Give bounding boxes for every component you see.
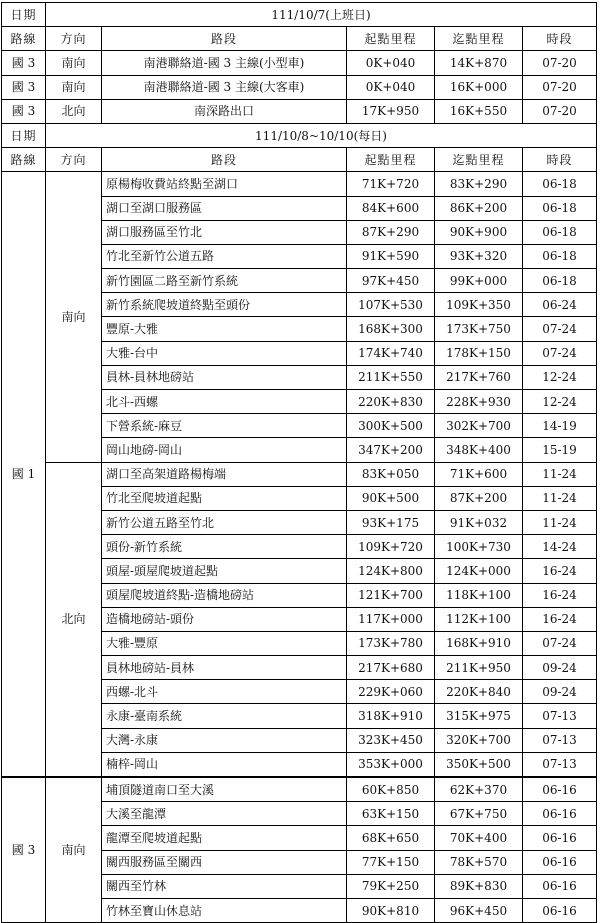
end-km-cell: 178K+150 [435,341,523,365]
end-km-cell: 71K+600 [435,462,523,486]
section-cell: 關西至竹林 [102,874,347,898]
end-km-cell: 350K+500 [435,752,523,777]
section-cell: 湖口服務區至竹北 [102,220,347,244]
end-km-cell: 320K+700 [435,728,523,752]
table-row [2,51,597,75]
time-cell: 07-13 [523,752,597,777]
start-km-cell: 318K+910 [347,704,435,728]
direction-cell: 北向 [46,99,102,123]
section-cell: 造橋地磅站-頭份 [102,607,347,631]
end-km-cell: 124K+000 [435,559,523,583]
route-cell: 國 3 [2,777,46,923]
start-km-cell: 68K+650 [347,826,435,850]
end-km-cell: 70K+400 [435,826,523,850]
section-cell: 南港聯絡道-國 3 主線(小型車) [102,51,347,75]
traffic-control-table [1,2,597,923]
section-cell: 永康-臺南系統 [102,704,347,728]
start-km-cell: 90K+500 [347,486,435,510]
time-cell: 15-19 [523,438,597,462]
time-cell: 07-24 [523,341,597,365]
end-km-cell: 168K+910 [435,631,523,655]
start-km-cell: 124K+800 [347,559,435,583]
time-cell: 06-16 [523,874,597,898]
header-section: 路段 [102,27,347,51]
start-km-cell: 84K+600 [347,196,435,220]
time-cell: 06-18 [523,172,597,196]
start-km-cell: 121K+700 [347,583,435,607]
start-km-cell: 300K+500 [347,414,435,438]
start-km-cell: 109K+720 [347,535,435,559]
date-label: 日期 [2,3,46,27]
table-row [2,99,597,123]
time-cell: 06-16 [523,826,597,850]
section-cell: 頭屋-頭屋爬坡道起點 [102,559,347,583]
date-value: 111/10/7(上班日) [46,3,597,27]
time-cell: 11-24 [523,462,597,486]
end-km-cell: 96K+450 [435,898,523,922]
section-cell: 岡山地磅-岡山 [102,438,347,462]
start-km-cell: 174K+740 [347,341,435,365]
section-cell: 湖口至高架道路楊梅端 [102,462,347,486]
time-cell: 07-20 [523,51,597,75]
start-km-cell: 97K+450 [347,269,435,293]
start-km-cell: 87K+290 [347,220,435,244]
section-cell: 西螺-北斗 [102,680,347,704]
column-header-row [2,148,597,172]
time-cell: 16-24 [523,559,597,583]
start-km-cell: 0K+040 [347,51,435,75]
end-km-cell: 118K+100 [435,583,523,607]
start-km-cell: 117K+000 [347,607,435,631]
time-cell: 07-24 [523,317,597,341]
time-cell: 06-16 [523,802,597,826]
end-km-cell: 99K+000 [435,269,523,293]
end-km-cell: 93K+320 [435,244,523,268]
end-km-cell: 87K+200 [435,486,523,510]
section-cell: 員林-員林地磅站 [102,365,347,389]
section-cell: 龍潭至爬坡道起點 [102,826,347,850]
start-km-cell: 217K+680 [347,656,435,680]
section-cell: 大灣-永康 [102,728,347,752]
end-km-cell: 220K+840 [435,680,523,704]
end-km-cell: 217K+760 [435,365,523,389]
header-time: 時段 [523,27,597,51]
section-cell: 湖口至湖口服務區 [102,196,347,220]
end-km-cell: 16K+550 [435,99,523,123]
end-km-cell: 173K+750 [435,317,523,341]
section-cell: 豐原-大雅 [102,317,347,341]
section-cell: 埔頂隧道南口至大溪 [102,777,347,802]
start-km-cell: 90K+810 [347,898,435,922]
table-row [2,777,597,802]
start-km-cell: 79K+250 [347,874,435,898]
section-cell: 大雅-台中 [102,341,347,365]
time-cell: 07-13 [523,704,597,728]
end-km-cell: 90K+900 [435,220,523,244]
section-cell: 下營系統-麻豆 [102,414,347,438]
start-km-cell: 353K+000 [347,752,435,777]
time-cell: 16-24 [523,583,597,607]
start-km-cell: 63K+150 [347,802,435,826]
time-cell: 06-16 [523,850,597,874]
start-km-cell: 211K+550 [347,365,435,389]
time-cell: 06-16 [523,898,597,922]
end-km-cell: 112K+100 [435,607,523,631]
section-cell: 大雅-豐原 [102,631,347,655]
direction-cell: 南向 [46,75,102,99]
header-section: 路段 [102,148,347,172]
end-km-cell: 89K+830 [435,874,523,898]
direction-cell: 南向 [46,777,102,923]
time-cell: 09-24 [523,656,597,680]
time-cell: 12-24 [523,390,597,414]
header-route: 路線 [2,27,46,51]
section-cell: 員林地磅站-員林 [102,656,347,680]
section-cell: 大溪至龍潭 [102,802,347,826]
end-km-cell: 62K+370 [435,777,523,802]
section-cell: 南港聯絡道-國 3 主線(大客車) [102,75,347,99]
end-km-cell: 16K+000 [435,75,523,99]
start-km-cell: 93K+175 [347,510,435,534]
section-cell: 新竹系統爬坡道終點至頭份 [102,293,347,317]
time-cell: 14-19 [523,414,597,438]
header-start-km: 起點里程 [347,148,435,172]
section-cell: 關西服務區至關西 [102,850,347,874]
end-km-cell: 348K+400 [435,438,523,462]
start-km-cell: 220K+830 [347,390,435,414]
section-cell: 新竹園區二路至新竹系統 [102,269,347,293]
end-km-cell: 109K+350 [435,293,523,317]
time-cell: 06-24 [523,293,597,317]
time-cell: 06-18 [523,220,597,244]
section-cell: 竹北至爬坡道起點 [102,486,347,510]
time-cell: 09-24 [523,680,597,704]
start-km-cell: 168K+300 [347,317,435,341]
end-km-cell: 86K+200 [435,196,523,220]
direction-cell: 北向 [46,462,102,777]
start-km-cell: 83K+050 [347,462,435,486]
time-cell: 06-18 [523,269,597,293]
end-km-cell: 228K+930 [435,390,523,414]
start-km-cell: 347K+200 [347,438,435,462]
header-direction: 方向 [46,148,102,172]
start-km-cell: 60K+850 [347,777,435,802]
start-km-cell: 71K+720 [347,172,435,196]
time-cell: 06-18 [523,196,597,220]
time-cell: 07-13 [523,728,597,752]
header-route: 路線 [2,148,46,172]
date-row [2,123,597,147]
end-km-cell: 100K+730 [435,535,523,559]
date-row [2,3,597,27]
start-km-cell: 107K+530 [347,293,435,317]
end-km-cell: 14K+870 [435,51,523,75]
section-cell: 楠梓-岡山 [102,752,347,777]
end-km-cell: 315K+975 [435,704,523,728]
start-km-cell: 0K+040 [347,75,435,99]
route-cell: 國 3 [2,51,46,75]
section-cell: 原楊梅收費站終點至湖口 [102,172,347,196]
header-end-km: 迄點里程 [435,27,523,51]
end-km-cell: 67K+750 [435,802,523,826]
time-cell: 07-20 [523,75,597,99]
start-km-cell: 229K+060 [347,680,435,704]
date-label: 日期 [2,123,46,147]
table-row [2,462,597,486]
section-cell: 竹林至寶山休息站 [102,898,347,922]
route-cell: 國 3 [2,75,46,99]
header-direction: 方向 [46,27,102,51]
start-km-cell: 17K+950 [347,99,435,123]
time-cell: 12-24 [523,365,597,389]
end-km-cell: 211K+950 [435,656,523,680]
end-km-cell: 91K+032 [435,510,523,534]
route-cell: 國 1 [2,172,46,777]
start-km-cell: 91K+590 [347,244,435,268]
table-row [2,75,597,99]
time-cell: 14-24 [523,535,597,559]
table-body [2,3,597,923]
time-cell: 11-24 [523,486,597,510]
time-cell: 11-24 [523,510,597,534]
end-km-cell: 302K+700 [435,414,523,438]
table-row [2,172,597,196]
header-start-km: 起點里程 [347,27,435,51]
end-km-cell: 78K+570 [435,850,523,874]
start-km-cell: 173K+780 [347,631,435,655]
section-cell: 頭屋爬坡道終點-造橋地磅站 [102,583,347,607]
direction-cell: 南向 [46,172,102,462]
time-cell: 07-24 [523,631,597,655]
date-value: 111/10/8~10/10(每日) [46,123,597,147]
start-km-cell: 323K+450 [347,728,435,752]
column-header-row [2,27,597,51]
direction-cell: 南向 [46,51,102,75]
time-cell: 06-16 [523,777,597,802]
end-km-cell: 83K+290 [435,172,523,196]
header-time: 時段 [523,148,597,172]
time-cell: 06-18 [523,244,597,268]
section-cell: 頭份-新竹系統 [102,535,347,559]
start-km-cell: 77K+150 [347,850,435,874]
section-cell: 新竹公道五路至竹北 [102,510,347,534]
section-cell: 南深路出口 [102,99,347,123]
route-cell: 國 3 [2,99,46,123]
header-end-km: 迄點里程 [435,148,523,172]
time-cell: 16-24 [523,607,597,631]
time-cell: 07-20 [523,99,597,123]
section-cell: 竹北至新竹公道五路 [102,244,347,268]
section-cell: 北斗-西螺 [102,390,347,414]
